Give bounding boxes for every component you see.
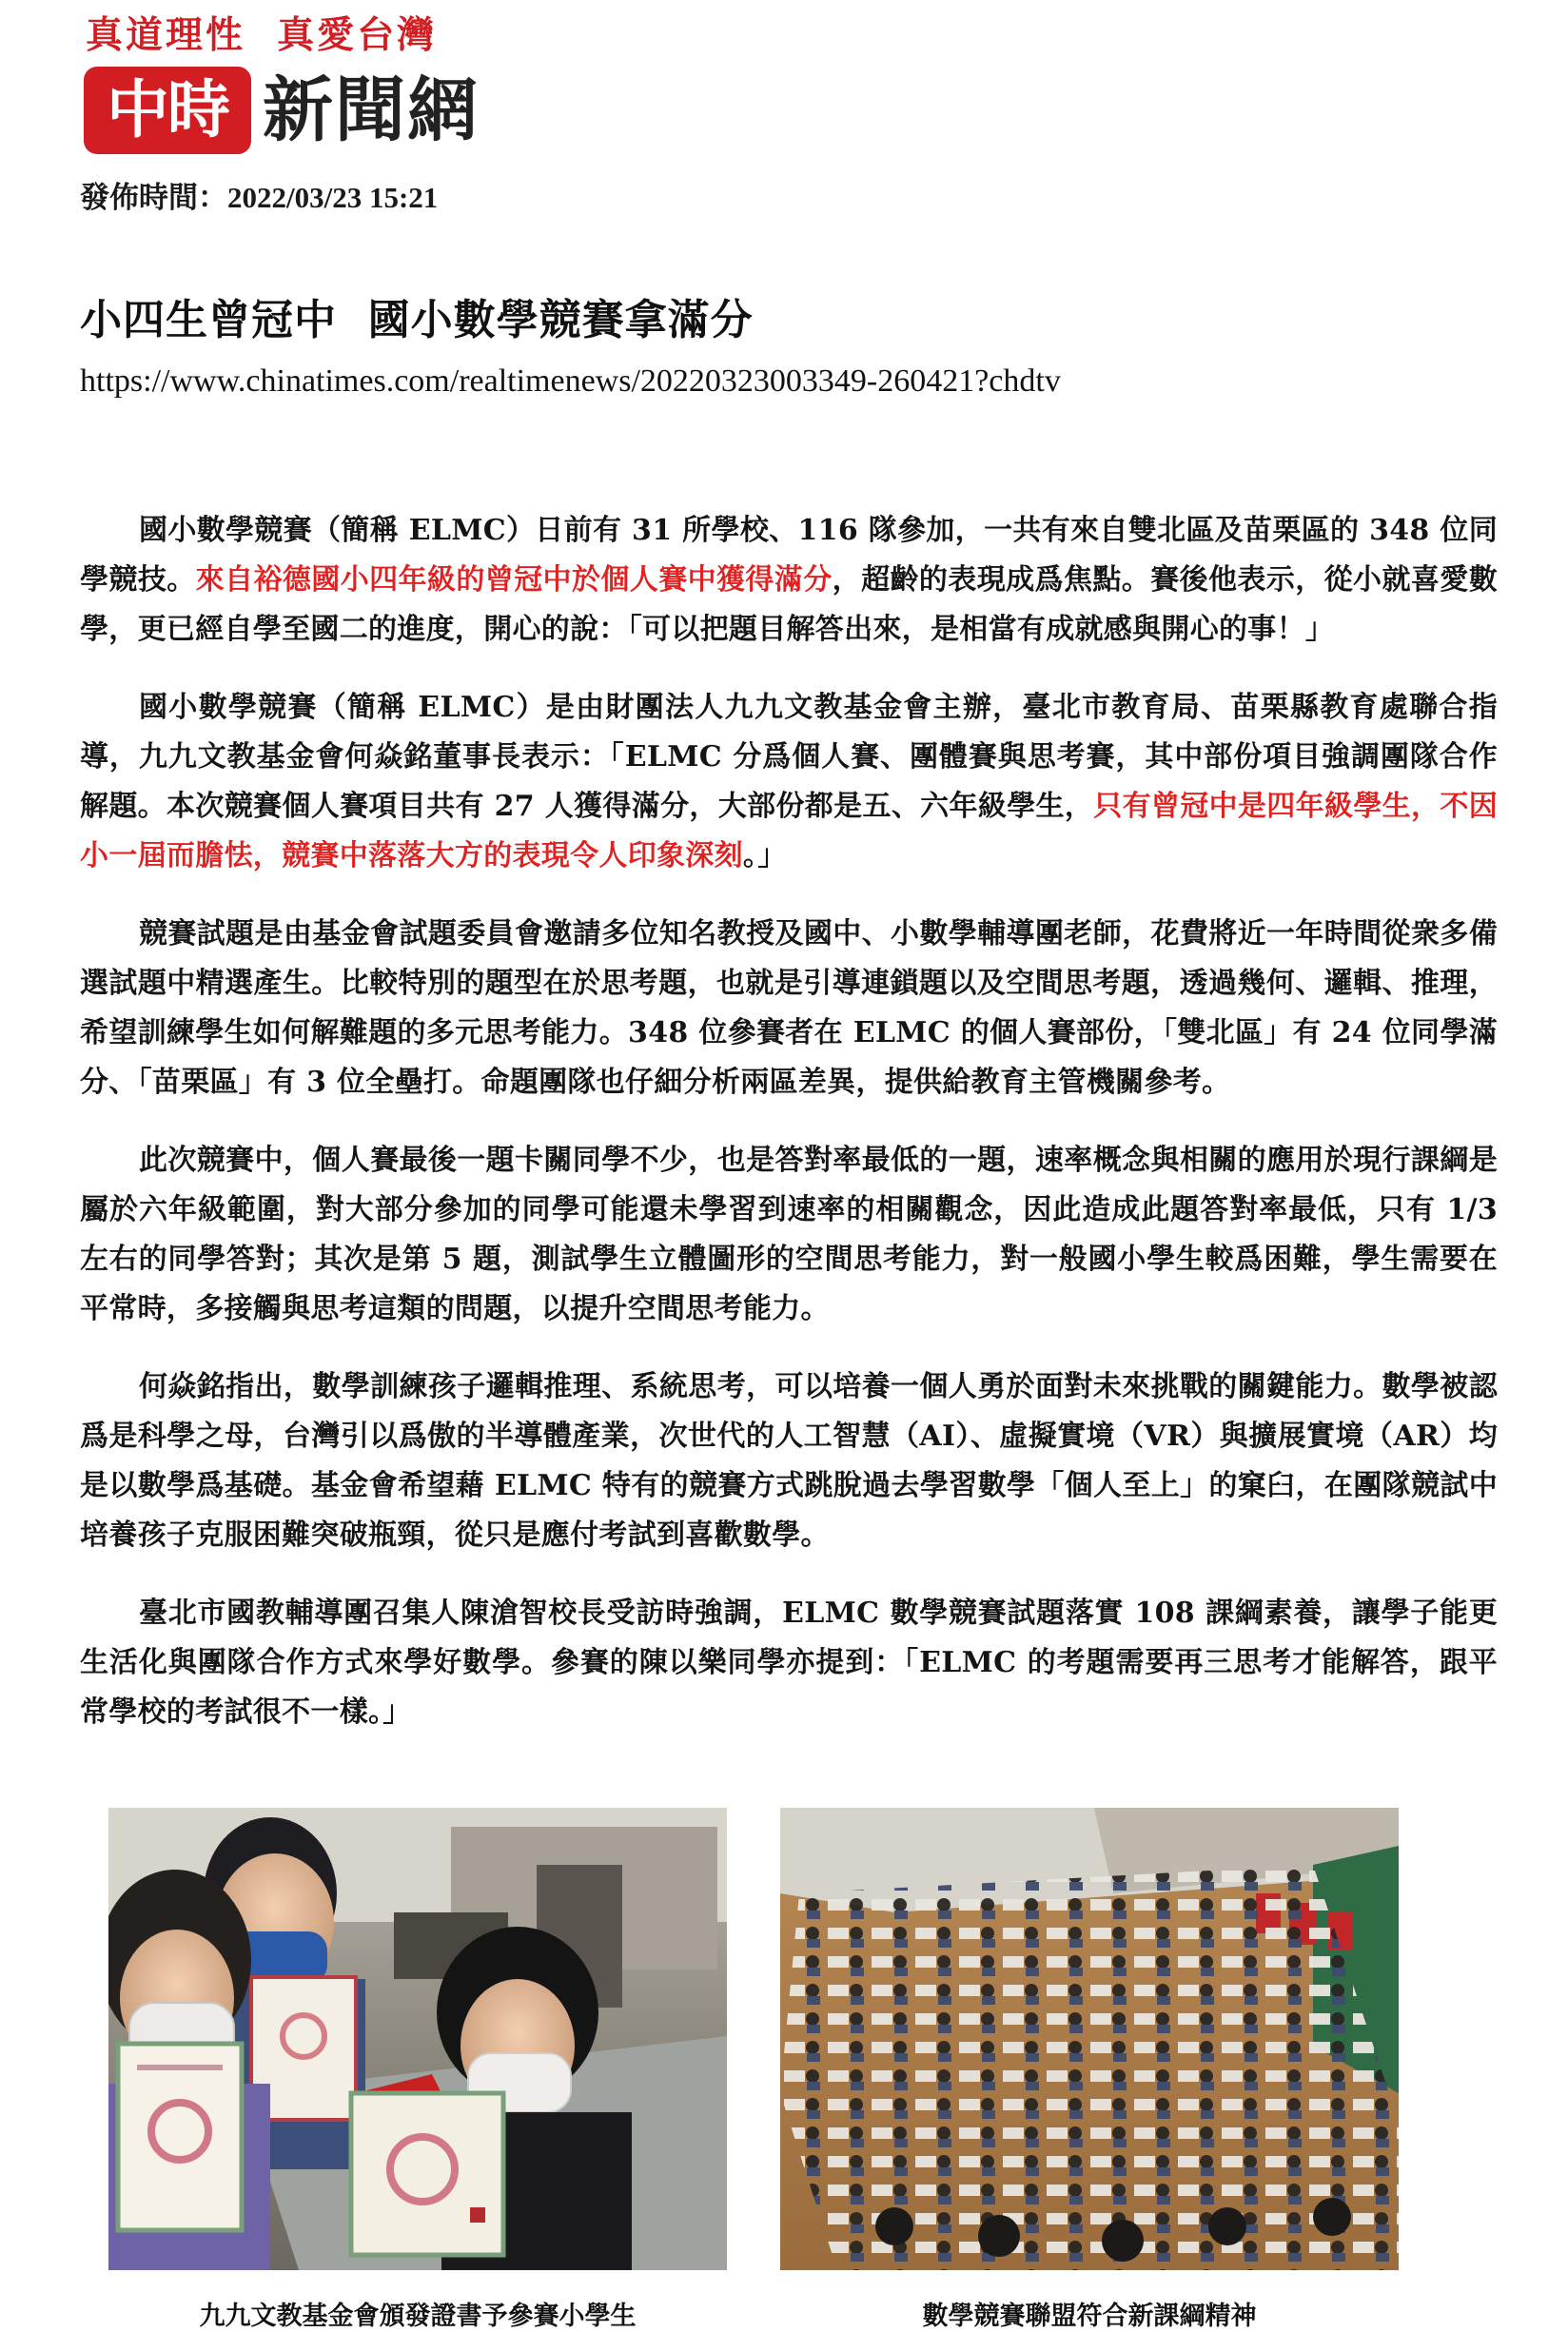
article-body [80,506,1498,1766]
publish-time: 發佈時間：2022/03/23 15:21 [80,181,439,214]
paragraph-2: 國小數學競賽（簡稱 ELMC）是由財團法人九九文教基金會主辦，臺北市教育局、苗栗縣教育處聯合指導，九九文教基金會何焱銘董事長表示：「ELMC 分爲個人賽、團體賽與思考賽，其中部份項目強調團隊合作解題。本次競賽個人賽項目共有 27 人獲得滿分，大部份都是五、六年級學生，只有曾冠中是四年級學生，不因小一屆而膽怯，競賽中落落大方的表現令人印象深刻。」 [80,691,1498,872]
highlight-text: 只有曾冠中是四年級學生，不因小一屆而膽怯，競賽中落落大方的表現令人印象深刻 [80,790,1498,872]
article-title: 小四生曾冠中 國小數學競賽拿滿分 [80,296,754,344]
paragraph-5: 何焱銘指出，數學訓練孩子邏輯推理、系統思考，可以培養一個人勇於面對未來挑戰的關鍵能力。數學被認爲是科學之母，台灣引以爲傲的半導體產業，次世代的人工智慧（AI）、虛擬實境（VR）與擴展實境（AR）均是以數學爲基礎。基金會希望藉 ELMC 特有的競賽方式跳脫過去學習數學「個人至上」的窠臼，在團隊競試中培養孩子克服困難突破瓶頸，從只是應付考試到喜歡數學。 [80,1370,1498,1552]
photo-caption-left: 九九文教基金會頒發證書予參賽小學生 [199,2302,637,2331]
paragraph-4: 此次競賽中，個人賽最後一題卡關同學不少，也是答對率最低的一題，速率概念與相關的應用於現行課綱是屬於六年級範圍，對大部分參加的同學可能還未學習到速率的相關觀念，因此造成此題答對率最低，只有 1/3 左右的同學答對；其次是第 5 題，測試學生立體圖形的空間思考能力，對一般國小學生較爲困難，學生需要在平常時，多接觸與思考這類的問題，以提升空間思考能力。 [80,1144,1498,1325]
paragraph-6: 臺北市國教輔導團召集人陳滄智校長受訪時強調，ELMC 數學競賽試題落實 108 課綱素養，讓學子能更生活化與團隊合作方式來學好數學。參賽的陳以樂同學亦提到：「ELMC 的考題需要再三思考才能解答，跟平常學校的考試很不一樣。」 [80,1597,1498,1729]
highlight-text: 來自裕德國小四年級的曾冠中於個人賽中獲得滿分 [195,563,833,597]
photo-competition-hall [780,1808,1399,2270]
photo-students-certificates [108,1808,727,2270]
paragraph-1: 國小數學競賽（簡稱 ELMC）日前有 31 所學校、116 隊參加，一共有來自雙北區及苗栗區的 348 位同學競技。來自裕德國小四年級的曾冠中於個人賽中獲得滿分，超齡的表現成爲焦點。賽後他表示，從小就喜愛數學，更已經自學至國二的進度，開心的說：「可以把題目解答出來，是相當有成就感與開心的事！」 [80,514,1498,646]
logo-mark: 中時 [84,67,251,154]
article-url[interactable]: https://www.chinatimes.com/realtimenews/20220323003349-260421?chdtv [80,363,1061,399]
slogan: 真道理性 真愛台灣 [86,13,438,57]
photo-caption-right: 數學競賽聯盟符合新課綱精神 [922,2302,1257,2331]
paragraph-3: 競賽試題是由基金會試題委員會邀請多位知名教授及國中、小數學輔導團老師，花費將近一年時間從衆多備選試題中精選產生。比較特別的題型在於思考題，也就是引導連鎖題以及空間思考題，透過幾何、邏輯、推理，希望訓練學生如何解難題的多元思考能力。348 位參賽者在 ELMC 的個人賽部份，「雙北區」有 24 位同學滿分、「苗栗區」有 3 位全壘打。命題團隊也仔細分析兩區差異，提供給教育主管機關參考。 [80,917,1498,1099]
masthead [80,6,527,151]
logo-name: 新聞網 [263,69,480,151]
